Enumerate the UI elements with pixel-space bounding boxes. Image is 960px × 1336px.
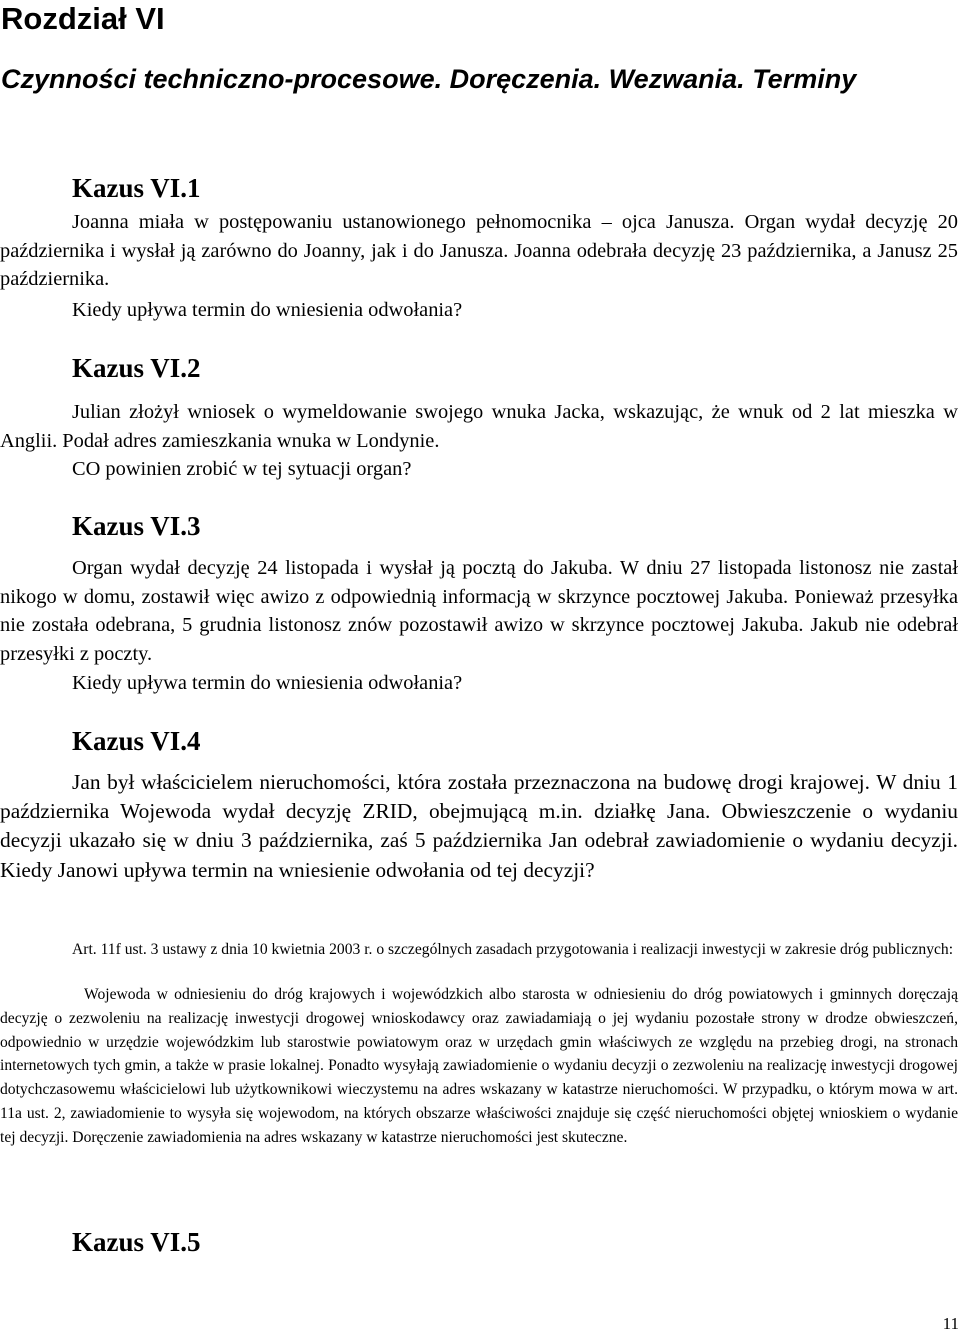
law-citation-intro: Art. 11f ust. 3 ustawy z dnia 10 kwietnia 2003 r. o szczególnych zasadach przygotowania i realizacji inwestycji w zakresie dróg publicznych: — [72, 941, 954, 958]
case-question-3: Kiedy upływa termin do wniesienia odwołania? — [72, 672, 463, 694]
page-number: 11 — [942, 1314, 959, 1333]
law-citation-body: Wojewoda w odniesieniu do dróg krajowych i wojewódzkich albo starosta w odniesieniu do dróg powiatowych i gminnych doręczają decyzję o zezwoleniu na realizację inwestycji drogowej wnioskodawcy oraz zawiadamiają o jej wydaniu pozostałe strony w drodze obwieszczeń, odpowiednio w urzędzie wojewódzkim lub starostwie powiatowym oraz w urzędach gmin właściwych ze względu na przebieg drogi, na stronach internetowych tych gmin, a także w prasie lokalnej. Ponadto wysyłają zawiadomienie o wydaniu decyzji o zezwoleniu na realizację inwestycji drogowej dotychczasowemu właścicielowi lub użytkownikowi wieczystemu na adres wskazany w katastrze nieruchomości. W przypadku, o którym mowa w art. 11a ust. 2, zawiadomienie to wysyła się wojewodom, na których obszarze właściwości znajduje się część nieruchomości objętej wnioskiem o wydanie tej decyzji. Doręczenie zawiadomienia na adres wskazany w katastrze nieruchomości jest skuteczne. — [0, 986, 958, 1146]
law-citation — [0, 937, 958, 963]
case-heading-2: Kazus VI.2 — [72, 353, 201, 383]
case-text-4: Jan był właścicielem nieruchomości, która została przeznaczona na budowę drogi krajowej. W dniu 1 października Wojewoda wydał decyzję ZRID, obejmującą m.in. działkę Jana. Obwieszczenie o wydaniu decyzji ukazało się w dniu 3 października, zaś 5 października Jan odebrał zawiadomienie o wydaniu decyzji. Kiedy Janowi upływa termin na wniesienie odwołania od tej decyzji? — [0, 770, 958, 882]
case-heading-3: Kazus VI.3 — [72, 511, 201, 541]
chapter-title: Rozdział VI — [1, 1, 165, 36]
case-heading-5: Kazus VI.5 — [72, 1227, 201, 1257]
case-text-2: Julian złożył wniosek o wymeldowanie swojego wnuka Jacka, wskazując, że wnuk od 2 lat mieszka w Anglii. Podał adres zamieszkania wnuka w Londynie. — [0, 401, 958, 452]
case-text-3: Organ wydał decyzję 24 listopada i wysłał ją pocztą do Jakuba. W dniu 27 listopada listonosz nie zastał nikogo w domu, zostawił więc awizo z odpowiednią informacją w skrzynce pocztowej Jakuba. Ponieważ przesyłka nie została odebrana, 5 grudnia listonosz znów pozostawił awizo w skrzynce pocztowej Jakuba. Jakub nie odebrał przesyłki z poczty. — [0, 557, 958, 665]
case-question-1: Kiedy upływa termin do wniesienia odwołania? — [72, 299, 463, 321]
case-heading-1: Kazus VI.1 — [72, 173, 201, 203]
case-question-2: CO powinien zrobić w tej sytuacji organ? — [72, 458, 412, 480]
case-text-1: Joanna miała w postępowaniu ustanowionego pełnomocnika – ojca Janusza. Organ wydał decyzję 20 października i wysłał ją zarówno do Joanny, jak i do Janusza. Joanna odebrała decyzję 23 października, a Janusz 25 października. — [0, 211, 958, 291]
case-heading-4: Kazus VI.4 — [72, 726, 201, 756]
chapter-subtitle: Czynności techniczno-procesowe. Doręczenia. Wezwania. Terminy — [1, 64, 857, 94]
